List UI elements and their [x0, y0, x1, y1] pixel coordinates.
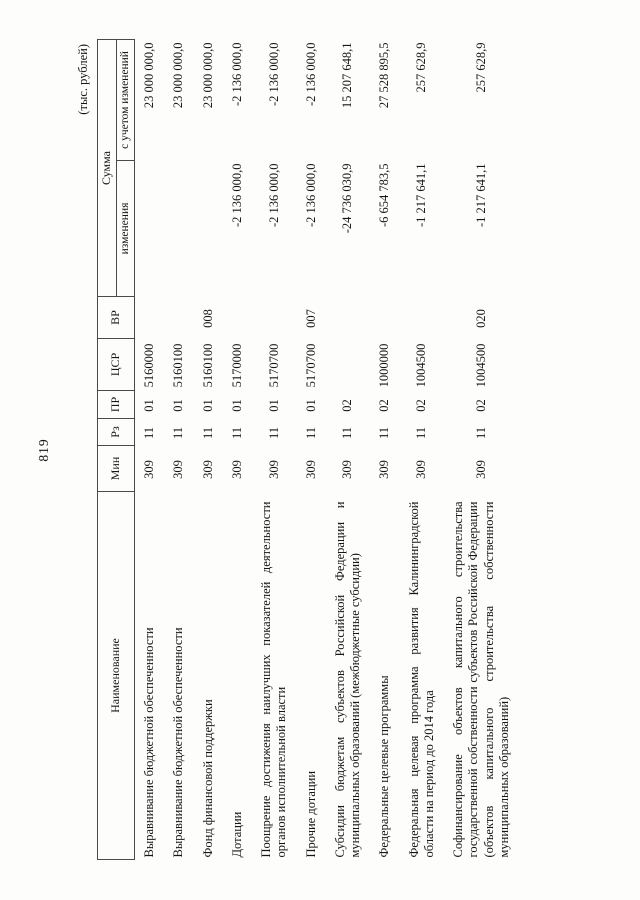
- name-cell: Софинансирование объектов капитального строительства государственной собственности субъектов Российской Федерации (объектов капитального строительства собственности муниципальных образований): [451, 501, 511, 858]
- with-changes-cell: -2 136 000,0: [229, 42, 244, 107]
- with-changes-cell: 23 000 000,0: [142, 42, 157, 109]
- header-vr: ВР: [98, 297, 135, 339]
- table-row: [370, 39, 399, 859]
- name-cell: Федеральные целевые программы: [377, 675, 392, 858]
- changes-cell: [164, 161, 193, 297]
- pr-cell: 02: [473, 399, 488, 412]
- csr-cell: 5170700: [266, 343, 281, 388]
- min-cell: 309: [303, 460, 318, 479]
- with-changes-cell: 15 207 648,1: [340, 42, 355, 109]
- min-cell: 309: [200, 460, 215, 479]
- rz-cell: 11: [303, 426, 318, 440]
- changes-cell: -2 136 000,0: [303, 163, 318, 228]
- name-cell: Субсидии бюджетам субъектов Российской Федерации и муниципальных образований (межбюджетные субсидии): [332, 501, 363, 858]
- header-rz: Рз: [98, 419, 135, 446]
- rz-cell: 11: [142, 426, 157, 440]
- vr-cell: 007: [303, 309, 318, 328]
- pr-cell: 02: [377, 399, 392, 412]
- table-body: [135, 39, 520, 859]
- with-changes-cell: 23 000 000,0: [200, 42, 215, 109]
- name-cell: Прочие дотации: [303, 770, 318, 858]
- min-cell: 309: [340, 460, 355, 479]
- vr-cell: [326, 297, 371, 339]
- with-changes-cell: -2 136 000,0: [266, 42, 281, 107]
- pr-cell: 01: [266, 399, 281, 412]
- vr-cell: 020: [473, 309, 488, 328]
- vr-cell: [223, 297, 252, 339]
- csr-cell: 5170000: [229, 343, 244, 388]
- with-changes-cell: 257 628,9: [414, 42, 429, 93]
- pr-cell: 01: [171, 399, 186, 412]
- changes-cell: -2 136 000,0: [229, 163, 244, 228]
- with-changes-cell: 257 628,9: [473, 42, 488, 93]
- min-cell: 309: [377, 460, 392, 479]
- vr-cell: [164, 297, 193, 339]
- vr-cell: 008: [200, 309, 215, 328]
- units-label: (тыс. рублей): [76, 44, 90, 115]
- changes-cell: [135, 161, 165, 297]
- csr-cell: 1004500: [473, 343, 488, 388]
- changes-cell: -6 654 783,5: [377, 163, 392, 228]
- header-with-changes: с учетом изменений: [116, 39, 134, 160]
- pr-cell: 01: [200, 399, 215, 412]
- with-changes-cell: -2 136 000,0: [303, 42, 318, 107]
- rz-cell: 11: [414, 426, 429, 440]
- csr-cell: 5160100: [200, 343, 215, 388]
- table-row: [297, 39, 326, 859]
- csr-cell: 5160000: [142, 343, 157, 388]
- pr-cell: 01: [303, 399, 318, 412]
- header-min: Мин: [98, 446, 135, 492]
- table-row: [164, 39, 193, 859]
- min-cell: 309: [171, 460, 186, 479]
- header-changes: изменения: [116, 161, 134, 297]
- rz-cell: 11: [340, 426, 355, 440]
- table-row: [400, 39, 445, 859]
- table-row: [326, 39, 371, 859]
- name-cell: Выравнивание бюджетной обеспеченности: [171, 627, 186, 858]
- vr-cell: [370, 297, 399, 339]
- rz-cell: 11: [473, 426, 488, 440]
- changes-cell: [194, 161, 223, 297]
- table-header: [98, 39, 135, 859]
- header-sum-group: Сумма: [98, 39, 117, 296]
- header-name: Наименование: [98, 492, 135, 860]
- csr-cell: 5160100: [171, 343, 186, 388]
- table-row: [135, 39, 165, 859]
- min-cell: 309: [473, 460, 488, 479]
- changes-cell: -1 217 641,1: [414, 163, 429, 228]
- table-row: [252, 39, 297, 859]
- table-row: [223, 39, 252, 859]
- rz-cell: 11: [266, 426, 281, 440]
- name-cell: Дотации: [229, 811, 244, 858]
- table-row: [194, 39, 223, 859]
- csr-cell: [326, 339, 371, 391]
- name-cell: Поощрение достижения наилучших показателей деятельности органов исполнительной власти: [259, 501, 289, 858]
- name-cell: Федеральная целевая программа развития Калининградской области на период до 2014 года: [406, 501, 436, 858]
- changes-cell: -2 136 000,0: [266, 163, 281, 228]
- header-pr: ПР: [98, 391, 135, 419]
- vr-cell: [252, 297, 297, 339]
- pr-cell: 01: [229, 399, 244, 412]
- rz-cell: 11: [200, 426, 215, 440]
- changes-cell: -1 217 641,1: [473, 163, 488, 228]
- csr-cell: 1004500: [414, 343, 429, 388]
- name-cell: Выравнивание бюджетной обеспеченности: [142, 627, 157, 858]
- changes-cell: -24 736 030,9: [340, 163, 355, 234]
- rz-cell: 11: [377, 426, 392, 440]
- with-changes-cell: 27 528 895,5: [377, 42, 392, 109]
- rz-cell: 11: [229, 426, 244, 440]
- min-cell: 309: [266, 460, 281, 479]
- header-csr: ЦСР: [98, 339, 135, 391]
- table-row: [444, 39, 519, 859]
- rz-cell: 11: [171, 426, 186, 440]
- budget-table: [97, 39, 519, 860]
- min-cell: 309: [414, 460, 429, 479]
- vr-cell: [135, 297, 165, 339]
- pr-cell: 02: [340, 399, 355, 412]
- name-cell: Фонд финансовой поддержки: [200, 699, 215, 858]
- min-cell: 309: [142, 460, 157, 479]
- csr-cell: 1000000: [377, 343, 392, 388]
- pr-cell: 02: [414, 399, 429, 412]
- vr-cell: [400, 297, 445, 339]
- csr-cell: 5170700: [303, 343, 318, 388]
- min-cell: 309: [229, 460, 244, 479]
- page-number: 819: [36, 438, 51, 462]
- pr-cell: 01: [142, 399, 157, 412]
- with-changes-cell: 23 000 000,0: [171, 42, 186, 109]
